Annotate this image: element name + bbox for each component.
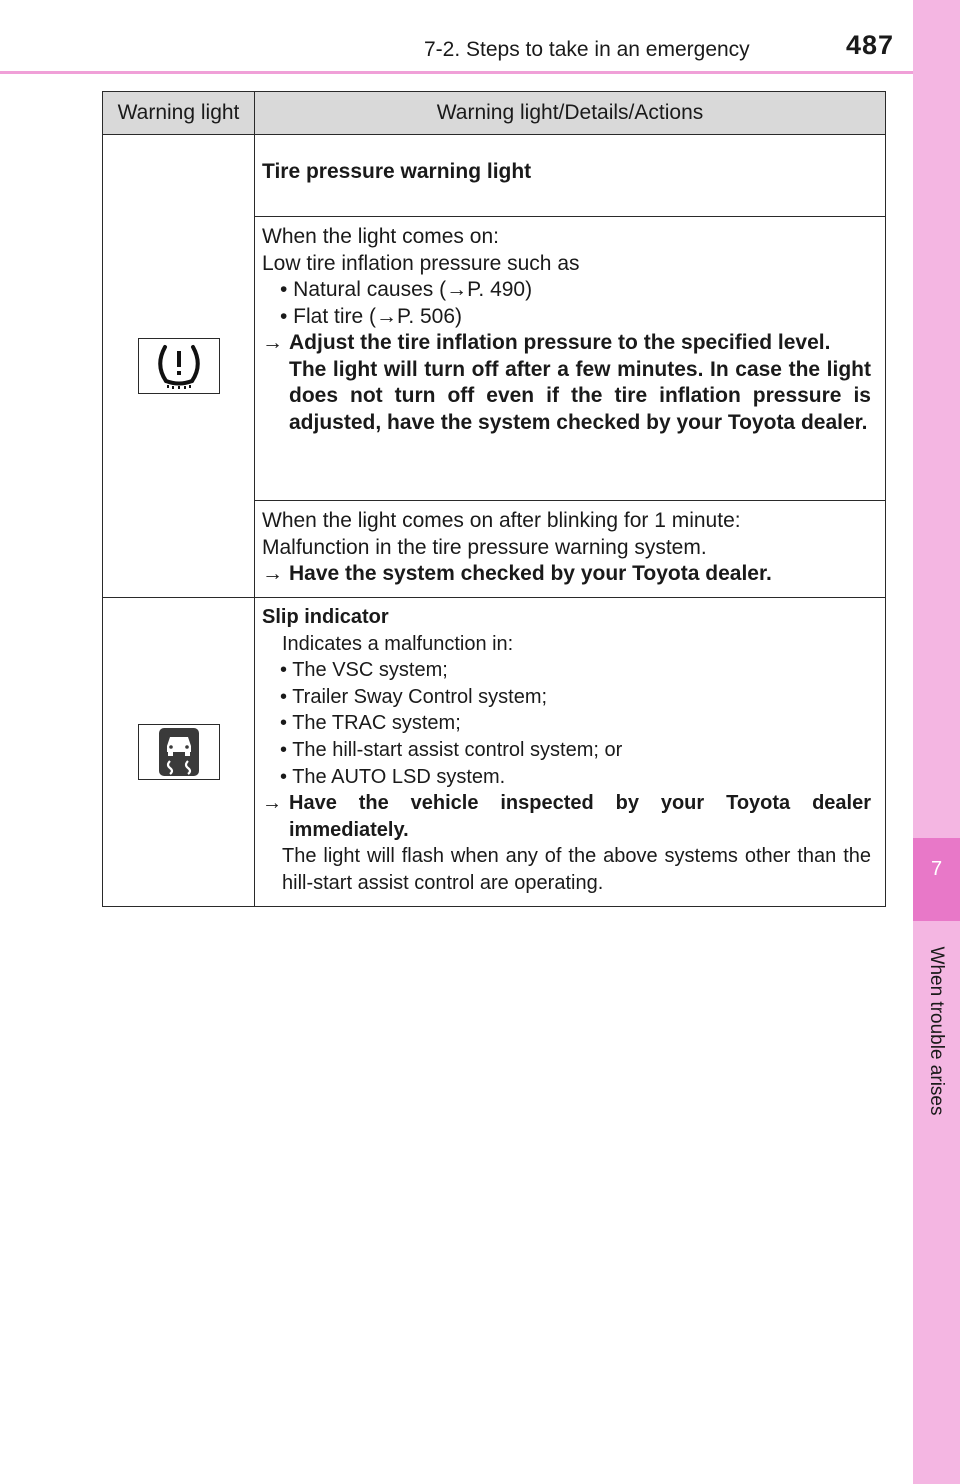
tire-pressure-icon-cell <box>103 135 255 598</box>
slip-title: Slip indicator <box>262 606 389 628</box>
list-item: • The TRAC system; <box>280 712 461 735</box>
list-item: • The hill-start assist control system; or <box>280 738 623 761</box>
bullet-text: • Natural causes ( <box>280 278 447 301</box>
bullet-text: • Flat tire ( <box>280 304 377 328</box>
list-item: • Trailer Sway Control system; <box>280 685 548 708</box>
column-header-details: Warning light/Details/Actions <box>255 92 886 135</box>
arrow-icon: → <box>262 331 283 354</box>
arrow-icon: → <box>262 792 282 815</box>
chapter-title: When trouble arises <box>926 946 947 1116</box>
tire-pressure-blinking-cell <box>255 501 886 598</box>
chapter-number: 7 <box>930 858 943 880</box>
text-line: Malfunction in the tire pressure warning system. <box>262 535 707 559</box>
table-row <box>103 598 886 907</box>
tire-pressure-warning-icon <box>138 338 220 394</box>
action-text: Adjust the tire inflation pressure to the specified level. <box>289 331 831 354</box>
action-line <box>262 561 871 588</box>
slip-icon-cell <box>103 598 255 907</box>
tire-pressure-on-cell <box>255 217 886 501</box>
text-line: Low tire inflation pressure such as <box>262 251 580 275</box>
list-item <box>262 277 871 304</box>
column-header-warning-light: Warning light <box>103 92 255 135</box>
tire-pressure-title: Tire pressure warning light <box>262 160 532 183</box>
warning-light-table <box>102 91 886 907</box>
arrow-icon: → <box>446 278 468 301</box>
slip-indicator-cell <box>255 598 886 907</box>
list-item: • The VSC system; <box>280 659 448 682</box>
arrow-icon: → <box>376 304 398 328</box>
page-ref: P. 506) <box>397 304 463 328</box>
table-header-row <box>103 92 886 135</box>
text-line: When the light comes on after blinking for 1 minute: <box>262 509 741 532</box>
text-line: When the light comes on: <box>262 225 499 248</box>
list-item <box>262 304 871 331</box>
list-item: • The AUTO LSD system. <box>280 765 506 788</box>
action-text: The light will turn off after a few minutes. In case the light does not turn off even if the tire inflation pressure is adjusted, have the system checked by your Toyota dealer. <box>289 357 871 434</box>
page-number: 487 <box>846 30 895 60</box>
action-line <box>262 330 871 436</box>
section-title: 7-2. Steps to take in an emergency <box>424 38 750 61</box>
tire-pressure-title-cell <box>255 135 886 217</box>
slip-intro: Indicates a malfunction in: <box>282 632 514 655</box>
arrow-icon: → <box>262 562 283 585</box>
slip-indicator-icon <box>138 724 220 780</box>
action-line <box>262 790 871 843</box>
action-text: Have the vehicle inspected by your Toyota dealer immediately. <box>289 792 871 841</box>
chapter-side-tab <box>913 0 960 1484</box>
header-divider <box>0 71 913 74</box>
slip-note: The light will flash when any of the above systems other than the hill-start assist control are operating. <box>282 845 871 894</box>
page-ref: P. 490) <box>467 278 533 301</box>
action-text: Have the system checked by your Toyota dealer. <box>289 562 772 585</box>
table-row <box>103 135 886 217</box>
